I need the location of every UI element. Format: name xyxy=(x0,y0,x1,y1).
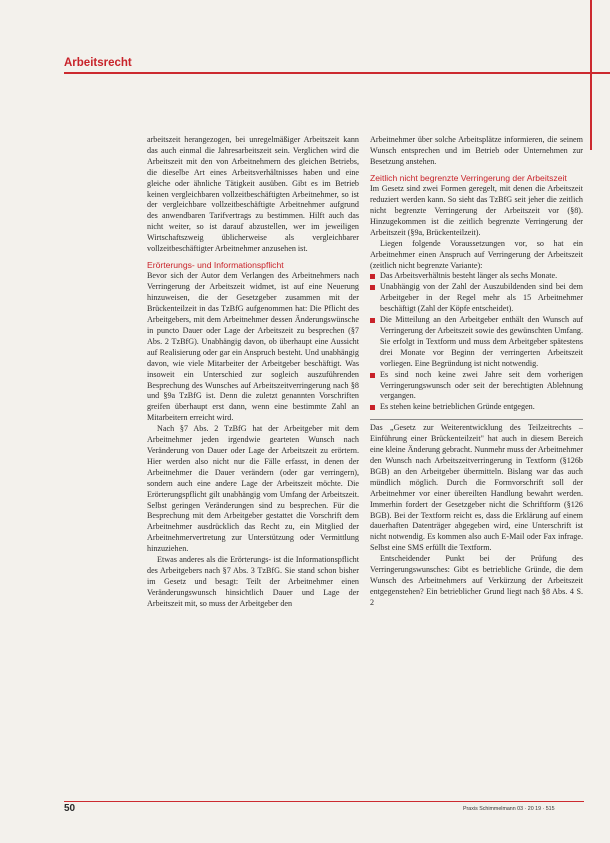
paragraph: Nach §7 Abs. 2 TzBfG hat der Arbeitgeber mit dem Arbeitnehmer jeden irgendwie gearteten Wunsch nach Veränderung von Dauer oder Lage der Arbeitszeit zu erörtern. Hier werden also nicht nur die Fälle erfasst, in denen der Arbeitnehmer die Dauer verändern (oder gar verringern), sondern auch eine andere Lage der Arbeitszeit möchte. Die Erörterungspflicht gilt unabhängig vom Umfang der Arbeitszeit. Selbst geringen Veränderungen sind zu besprechen. Für die Besprechung mit dem Arbeitgeber gestattet die Vorschrift dem Arbeitnehmer ausdrücklich das Recht zu, ein Mitglied der Arbeitnehmervertretung zur Unterstützung oder Vermittlung hinzuziehen. xyxy=(147,424,359,554)
subheading: Erörterungs- und Informationspflicht xyxy=(147,259,284,270)
subheading: Zeitlich nicht begrenzte Verringerung der Arbeitszeit xyxy=(370,172,567,183)
margin-accent-rule xyxy=(590,0,592,150)
left-column xyxy=(147,135,359,610)
header-rule xyxy=(64,72,610,74)
paragraph: Liegen folgende Voraussetzungen vor, so hat ein Arbeitnehmer einen Anspruch auf Verringerung der Arbeitszeit (zeitlich nicht begrenzte Variante): xyxy=(370,238,583,270)
right-column xyxy=(370,135,583,609)
paragraph: Bevor sich der Autor dem Verlangen des Arbeitnehmers nach Verringerung der Arbeitszeit widmet, ist auf eine Neuerung hinzuweisen, die der Gesetzgeber zusammen mit der Brückenteilzeit in das TzBfG aufgenommen hat: Die Pflicht des Arbeitgebers, mit dem Arbeitnehmer dessen Änderungswünsche in puncto Dauer oder Lage der Arbeitszeit zu besprechen (§7 Abs. 2 TzBfG). Unabhängig davon, ob überhaupt eine Aussicht auf Realisierung oder gar ein Anspruch besteht. Und unabhängig davon, wie viele Mitarbeiter der Arbeitgeber beschäftigt. Was insoweit ein Unterschied zur sogleich auszuführenden Besprechung des Wunsches auf Arbeitszeitverringerung nach §8 und §9a TzBfG ist. Denn die zuletzt genannten Vorschriften greifen überhaupt erst dann, wenn eine bestimmte Zahl an Mitarbeitern erreicht wird. xyxy=(147,271,359,423)
footer-rule xyxy=(64,801,584,802)
paragraph: arbeitszeit herangezogen, bei unregelmäßiger Arbeitszeit kann das auch einmal die Jahresarbeitszeit sein. Verglichen wird die Arbeitszeit mit den von Arbeitnehmern des gleichen Betriebs, die dieselbe Art eines Arbeitsverhältnisses haben und eine gleiche oder ähnliche Tätigkeit ausüben. Gibt es im Betrieb keinen vergleichbaren vollzeitbeschäftigten Arbeitnehmer, so ist der vergleichbare vollzeitbeschäftigte Arbeitnehmer aufgrund des anwendbaren Tarifvertrags zu bestimmen. Hilft auch das nicht weiter, so ist darauf abzustellen, wer im jeweiligen Wirtschaftszweig üblicherweise als vergleichbarer vollzeitbeschäftigter Arbeitnehmer anzusehen ist. xyxy=(147,135,359,254)
page-number: 50 xyxy=(64,803,76,814)
info-box xyxy=(370,419,583,554)
paragraph: Entscheidender Punkt bei der Prüfung des Verringerungswunsches: Gibt es betriebliche Gründe, die dem Wunsch des Arbeitnehmers auf Verkürzung der Arbeitszeit entgegenstehen? Ein betrieblicher Grund liegt nach §8 Abs. 4 S. 2 xyxy=(370,554,583,607)
paragraph: Etwas anderes als die Erörterungs- ist die Informationspflicht des Arbeitgebers nach §7 Abs. 3 TzBfG. Sie stand schon bisher im Gesetz und besagt: Teilt der Arbeitnehmer einen Veränderungswunsch hinsichtlich Dauer und Lage der Arbeitszeit mit, so muss der Arbeitgeber den xyxy=(147,555,359,608)
list-item: Es sind noch keine zwei Jahre seit dem vorherigen Verringerungswunsch oder seit der berechtigten Ablehnung vergangen. xyxy=(370,370,583,403)
info-box-text: Das „Gesetz zur Weiterentwicklung des Teilzeitrechts – Einführung einer Brückenteilzeit" hat auch in diesem Bereich eine kleine Änderung gebracht. Nunmehr muss der Arbeitnehmer den Wunsch nach Arbeitszeitverringerung in Textform (§126b BGB) an den Arbeitgeber übermitteln. Bislang war das auch mündlich möglich. Durch die Formvorschrift soll der Arbeitnehmer vor einer übereilten Handlung bewahrt werden. Immerhin fordert der Gesetzgeber nicht die Schriftform (§126 BGB). Bei der Textform reicht es, dass die Erklärung auf einem dauerhaften Datenträger abgegeben wird, eine Unterschrift ist nicht notwendig. Es kommen also auch E-Mail oder Fax infrage. Selbst eine SMS erfüllt die Textform. xyxy=(370,423,583,553)
section-title: Arbeitsrecht xyxy=(64,57,132,69)
paragraph: Arbeitnehmer über solche Arbeitsplätze informieren, die seinem Wunsch entsprechen und im Betrieb oder Unternehmen zur Besetzung anstehen. xyxy=(370,135,583,166)
paragraph: Im Gesetz sind zwei Formen geregelt, mit denen die Arbeitszeit reduziert werden kann. So sieht das TzBfG seit jeher die zeitlich nicht begrenzte Verringerung der Arbeitszeit vor (§8). Hinzugekommen ist die zeitlich begrenzte Verringerung der Arbeitszeit (§9a, Brückenteilzeit). xyxy=(370,184,583,237)
list-item: Unabhängig von der Zahl der Auszubildenden sind bei dem Arbeitgeber in der Regel mehr als 15 Arbeitnehmer beschäftigt (Zahl der Köpfe entscheidet). xyxy=(370,282,583,315)
requirements-list xyxy=(370,271,583,413)
list-item: Die Mitteilung an den Arbeitgeber enthält den Wunsch auf Verringerung der Arbeitszeit sowie des gewünschten Umfang. Sie erfolgt in Textform und muss dem Arbeitgeber spätestens drei Monate vor Beginn der verringerten Arbeitszeit vorliegen. Eine Begründung ist nicht notwendig. xyxy=(370,315,583,370)
footer-source: Praxis Schimmelmann 03 · 20 19 · 515 xyxy=(463,806,555,812)
list-item: Das Arbeitsverhältnis besteht länger als sechs Monate. xyxy=(370,271,583,282)
list-item: Es stehen keine betrieblichen Gründe entgegen. xyxy=(370,402,583,413)
